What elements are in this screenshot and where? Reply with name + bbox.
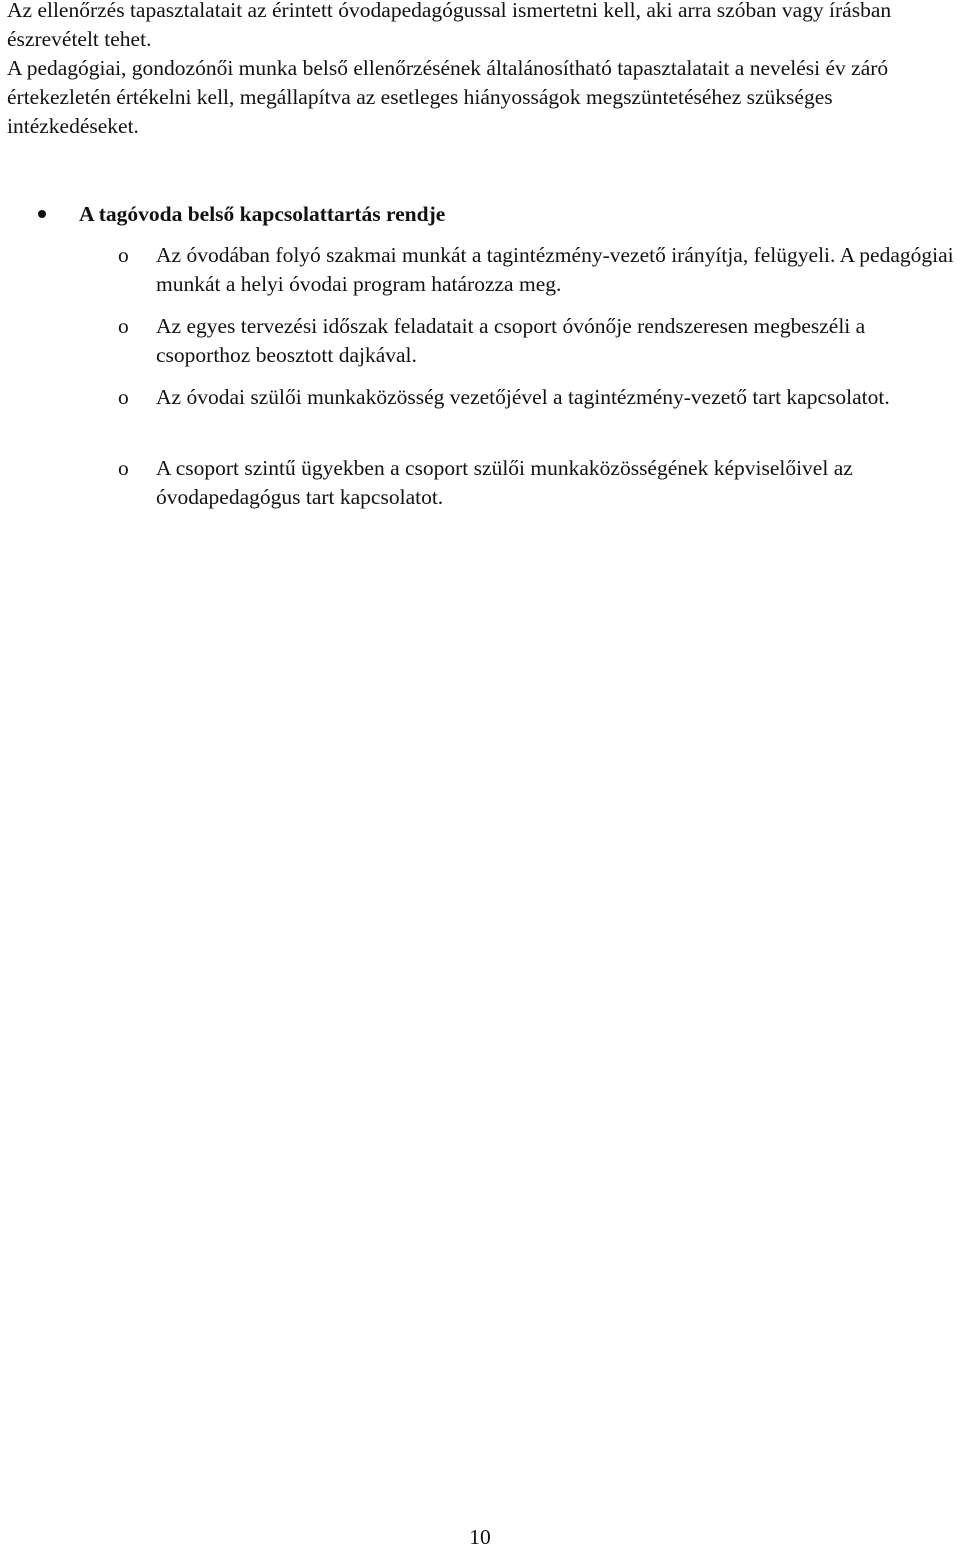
circle-bullet-icon: o: [118, 456, 129, 480]
list-item-text: Az óvodai szülői munkaközösség vezetőjével a tagintézmény-vezető tart kapcsolatot.: [156, 385, 890, 409]
paragraph-review-feedback: Az ellenőrzés tapasztalatait az érintett óvodapedagógussal ismertetni kell, aki arra szóban vagy írásban észrevételt tehet.: [7, 0, 892, 51]
paragraph-annual-evaluation: A pedagógiai, gondozónői munka belső ellenőrzésének általánosítható tapasztalatait a nevelési év záró értekezletén értékelni kell, megállapítva az esetleges hiányosságok megszüntetéséhez szükséges intézkedéseket.: [7, 56, 889, 138]
page-number: 10: [469, 1525, 491, 1549]
circle-bullet-icon: o: [118, 243, 129, 267]
list-item-text: Az óvodában folyó szakmai munkát a tagintézmény-vezető irányítja, felügyeli. A pedagógiai munkát a helyi óvodai program határozza meg.: [156, 243, 954, 296]
list-item-text: Az egyes tervezési időszak feladatait a csoport óvónője rendszeresen megbeszéli a csoporthoz beosztott dajkával.: [156, 314, 866, 367]
section-heading-text: A tagóvoda belső kapcsolattartás rendje: [79, 202, 446, 226]
section-heading: [38, 199, 445, 229]
list-item: [118, 241, 958, 299]
bullet-dot-icon: [38, 210, 46, 218]
circle-bullet-icon: o: [118, 314, 129, 338]
list-item: [118, 454, 958, 512]
list-item-text: A csoport szintű ügyekben a csoport szülői munkaközösségének képviselőivel az óvodapedagógus tart kapcsolatot.: [156, 456, 853, 509]
list-item: [118, 312, 958, 370]
circle-bullet-icon: o: [118, 385, 129, 409]
list-item: [118, 383, 958, 412]
